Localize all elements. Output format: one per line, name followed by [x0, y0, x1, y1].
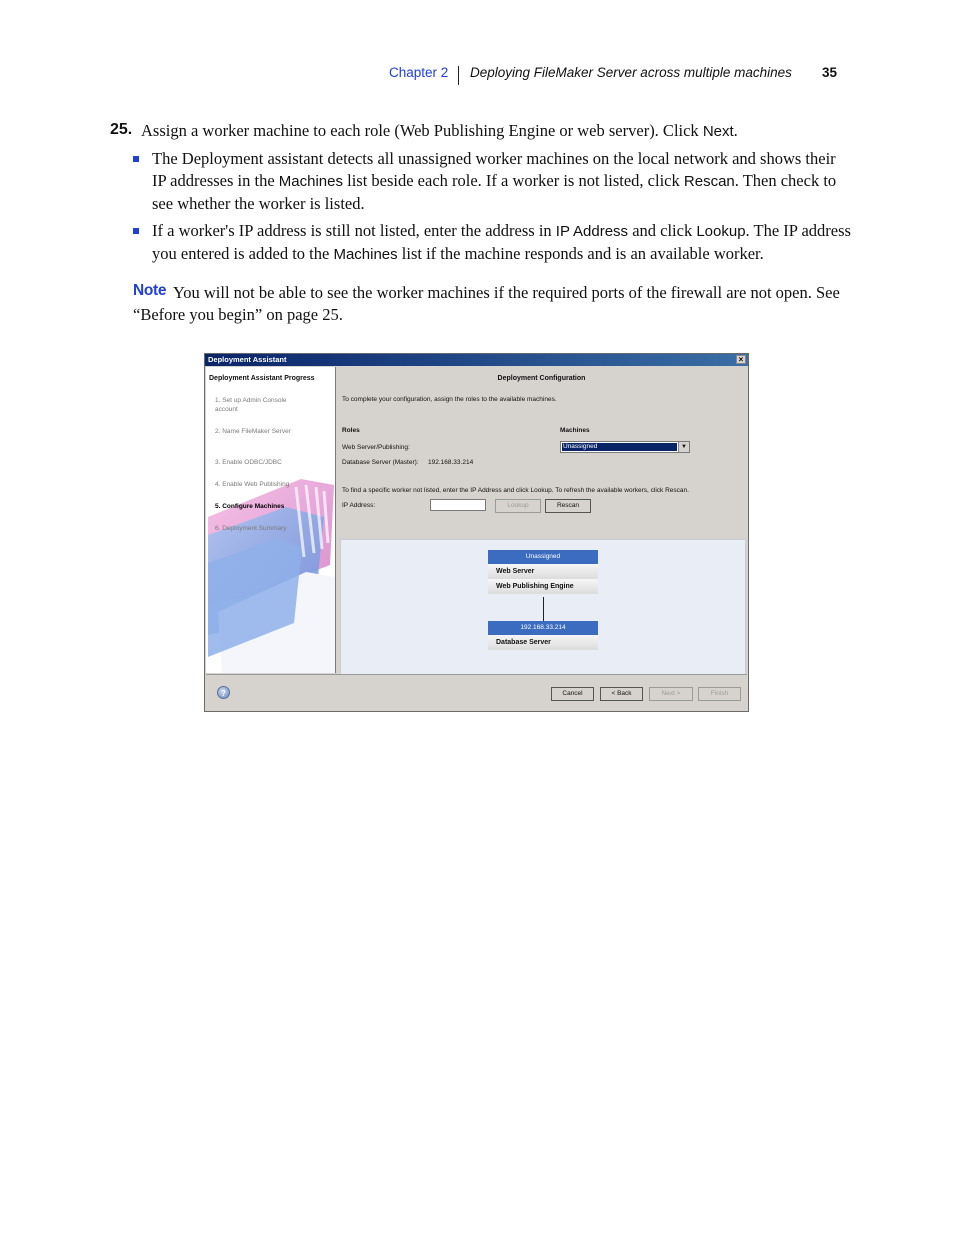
bullet-text: . The IP address you entered is added to the [152, 221, 851, 263]
bullet-text: and click [628, 221, 697, 240]
step-text [141, 120, 738, 143]
ip-address-label: IP Address: [342, 502, 376, 509]
bullet-marker [133, 156, 139, 162]
ui-term-machines: Machines [278, 173, 343, 190]
configuration-intro: To complete your configuration, assign the roles to the available machines. [342, 396, 557, 403]
bullet-item-1 [152, 148, 852, 215]
machine-node-unassigned[interactable] [488, 550, 598, 594]
deployment-assistant-dialog [204, 353, 749, 712]
ui-term-lookup: Lookup [696, 223, 746, 240]
step-text-part: . [733, 121, 738, 140]
find-worker-instructions: To find a specific worker not listed, enter the IP Address and click Lookup. To refresh the available workers, click Rescan. [342, 487, 689, 494]
roles-header: Roles [342, 427, 360, 434]
bullet-text: If a worker's IP address is still not listed, enter the address in [152, 221, 556, 240]
bullet-text: . Then check to see whether the worker is listed. [152, 171, 837, 213]
progress-step-6: 6. Deployment Summary [215, 525, 287, 532]
close-icon[interactable]: × [736, 355, 746, 364]
deployment-diagram [340, 539, 746, 680]
progress-step-2: 2. Name FileMaker Server [215, 428, 291, 435]
web-server-label: Web Server/Publishing: [342, 444, 410, 451]
machine-node-master[interactable] [488, 621, 598, 650]
dialog-title-bar [205, 354, 748, 366]
page-number: 35 [822, 65, 838, 80]
ui-term-rescan: Rescan [683, 173, 735, 190]
note-label: Note [133, 282, 167, 299]
progress-step-4: 4. Enable Web Publishing [215, 481, 290, 488]
web-server-machine-select[interactable] [560, 441, 690, 453]
bullet-text: list if the machine responds and is an available worker. [397, 244, 764, 263]
ip-address-input[interactable] [430, 499, 486, 511]
node-connector-line [543, 597, 544, 621]
role-web-publishing-engine: Web Publishing Engine [488, 579, 598, 594]
database-server-value: 192.168.33.214 [428, 459, 474, 466]
progress-step-3: 3. Enable ODBC/JDBC [215, 459, 282, 466]
chevron-down-icon[interactable]: ▼ [678, 442, 689, 452]
running-header-title: Deploying FileMaker Server across multiple machines [470, 65, 792, 80]
note-text: You will not be able to see the worker machines if the required ports of the firewall are not open. See “Before you begin” on page 25. [133, 283, 840, 324]
help-icon[interactable]: ? [217, 686, 230, 699]
progress-title: Deployment Assistant Progress [209, 375, 315, 382]
lookup-button[interactable]: Lookup [495, 499, 541, 513]
step-number: 25. [110, 121, 133, 138]
header-divider [458, 66, 459, 85]
back-button[interactable]: < Back [600, 687, 643, 701]
bullet-text: list beside each role. If a worker is not listed, click [342, 171, 684, 190]
progress-pane [206, 367, 336, 673]
ui-term-ip-address: IP Address [555, 223, 629, 240]
database-server-label: Database Server (Master): [342, 459, 419, 466]
machine-node-header: Unassigned [488, 550, 598, 564]
configuration-title: Deployment Configuration [497, 375, 586, 382]
bullet-text: The Deployment assistant detects all unassigned worker machines on the local network and shows their IP addresses in the [152, 149, 836, 190]
machine-node-header: 192.168.33.214 [488, 621, 598, 635]
role-web-server: Web Server [488, 564, 598, 579]
progress-step-1: 1. Set up Admin Console account [215, 397, 287, 413]
step-text-part: Assign a worker machine to each role (Web Publishing Engine or web server). Click [141, 121, 703, 140]
next-button[interactable]: Next > [649, 687, 693, 701]
cancel-button[interactable]: Cancel [551, 687, 594, 701]
machines-header: Machines [560, 427, 590, 434]
progress-step-5: 5. Configure Machines [215, 503, 285, 510]
ui-term-machines: Machines [333, 246, 398, 263]
rescan-button[interactable]: Rescan [545, 499, 591, 513]
dialog-title: Deployment Assistant [208, 355, 287, 364]
finish-button[interactable]: Finish [698, 687, 741, 701]
dialog-button-bar [206, 674, 747, 712]
role-database-server: Database Server [488, 635, 598, 650]
ui-term-next: Next [702, 123, 734, 140]
web-server-selected-value: Unassigned [562, 443, 677, 451]
bullet-item-2 [152, 220, 852, 266]
running-header-chapter: Chapter 2 [389, 65, 449, 80]
bullet-marker [133, 228, 139, 234]
configuration-pane [336, 367, 747, 673]
